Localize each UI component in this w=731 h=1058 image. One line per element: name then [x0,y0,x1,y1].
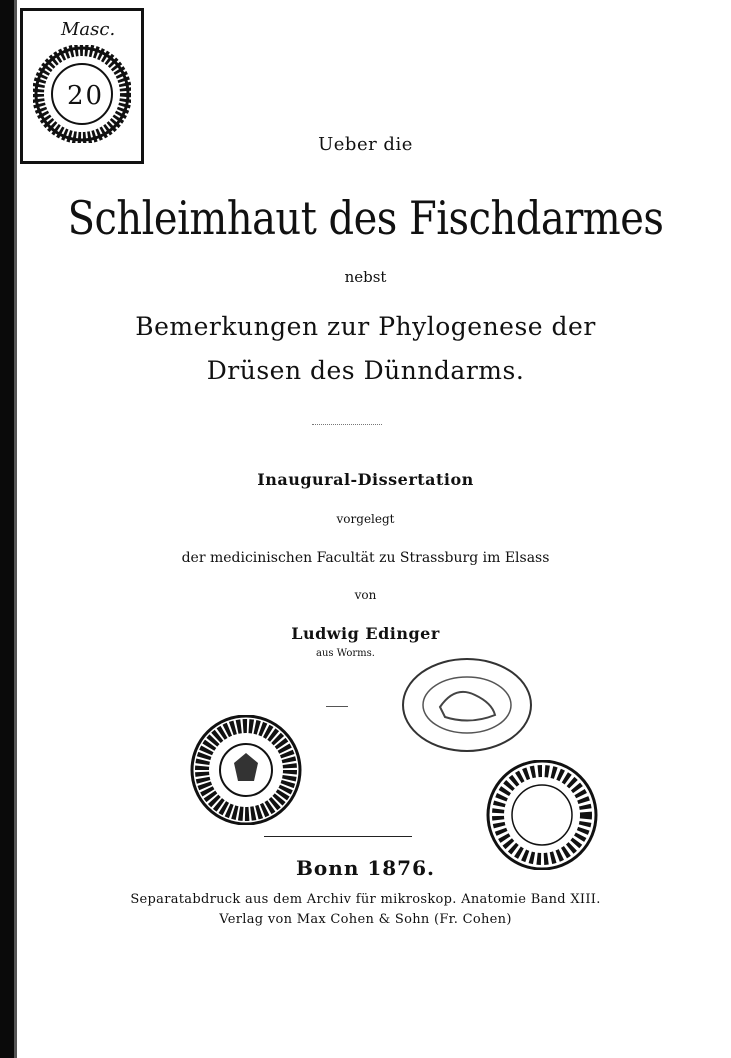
author-origin: aus Worms. [316,648,375,659]
offprint-line: Separatabdruck aus dem Archiv für mikroskop. Anatomie Band XIII. [130,892,601,907]
main-title: Schleimhaut des Fischdarmes [67,192,664,246]
subtitle-line-2: Drüsen des Dünndarms. [206,356,525,385]
short-divider [326,706,348,707]
lincei-stamp [400,655,535,755]
handwritten-shelfmark: Masc. [61,19,116,40]
ornament-divider [312,424,382,425]
title-pre: Ueber die [318,134,413,155]
publisher-line: Verlag von Max Cohen & Sohn (Fr. Cohen) [219,912,512,927]
subtitle-line-1: Bemerkungen zur Phylogenese der [135,312,596,341]
title-connector: nebst [344,268,387,286]
stamp-number: 20 [67,81,105,111]
author-name: Ludwig Edinger [291,624,440,643]
place-year: Bonn 1876. [296,856,435,880]
accademia-stamp [484,760,600,870]
biblioteca-roma-stamp [186,715,306,825]
imprint-rule [264,836,412,837]
dissertation-type: Inaugural-Dissertation [257,470,474,489]
by-word: von [354,588,377,602]
presented-word: vorgelegt [336,512,395,526]
faculty-line: der medicinischen Facultät zu Strassburg im Elsass [181,550,550,566]
